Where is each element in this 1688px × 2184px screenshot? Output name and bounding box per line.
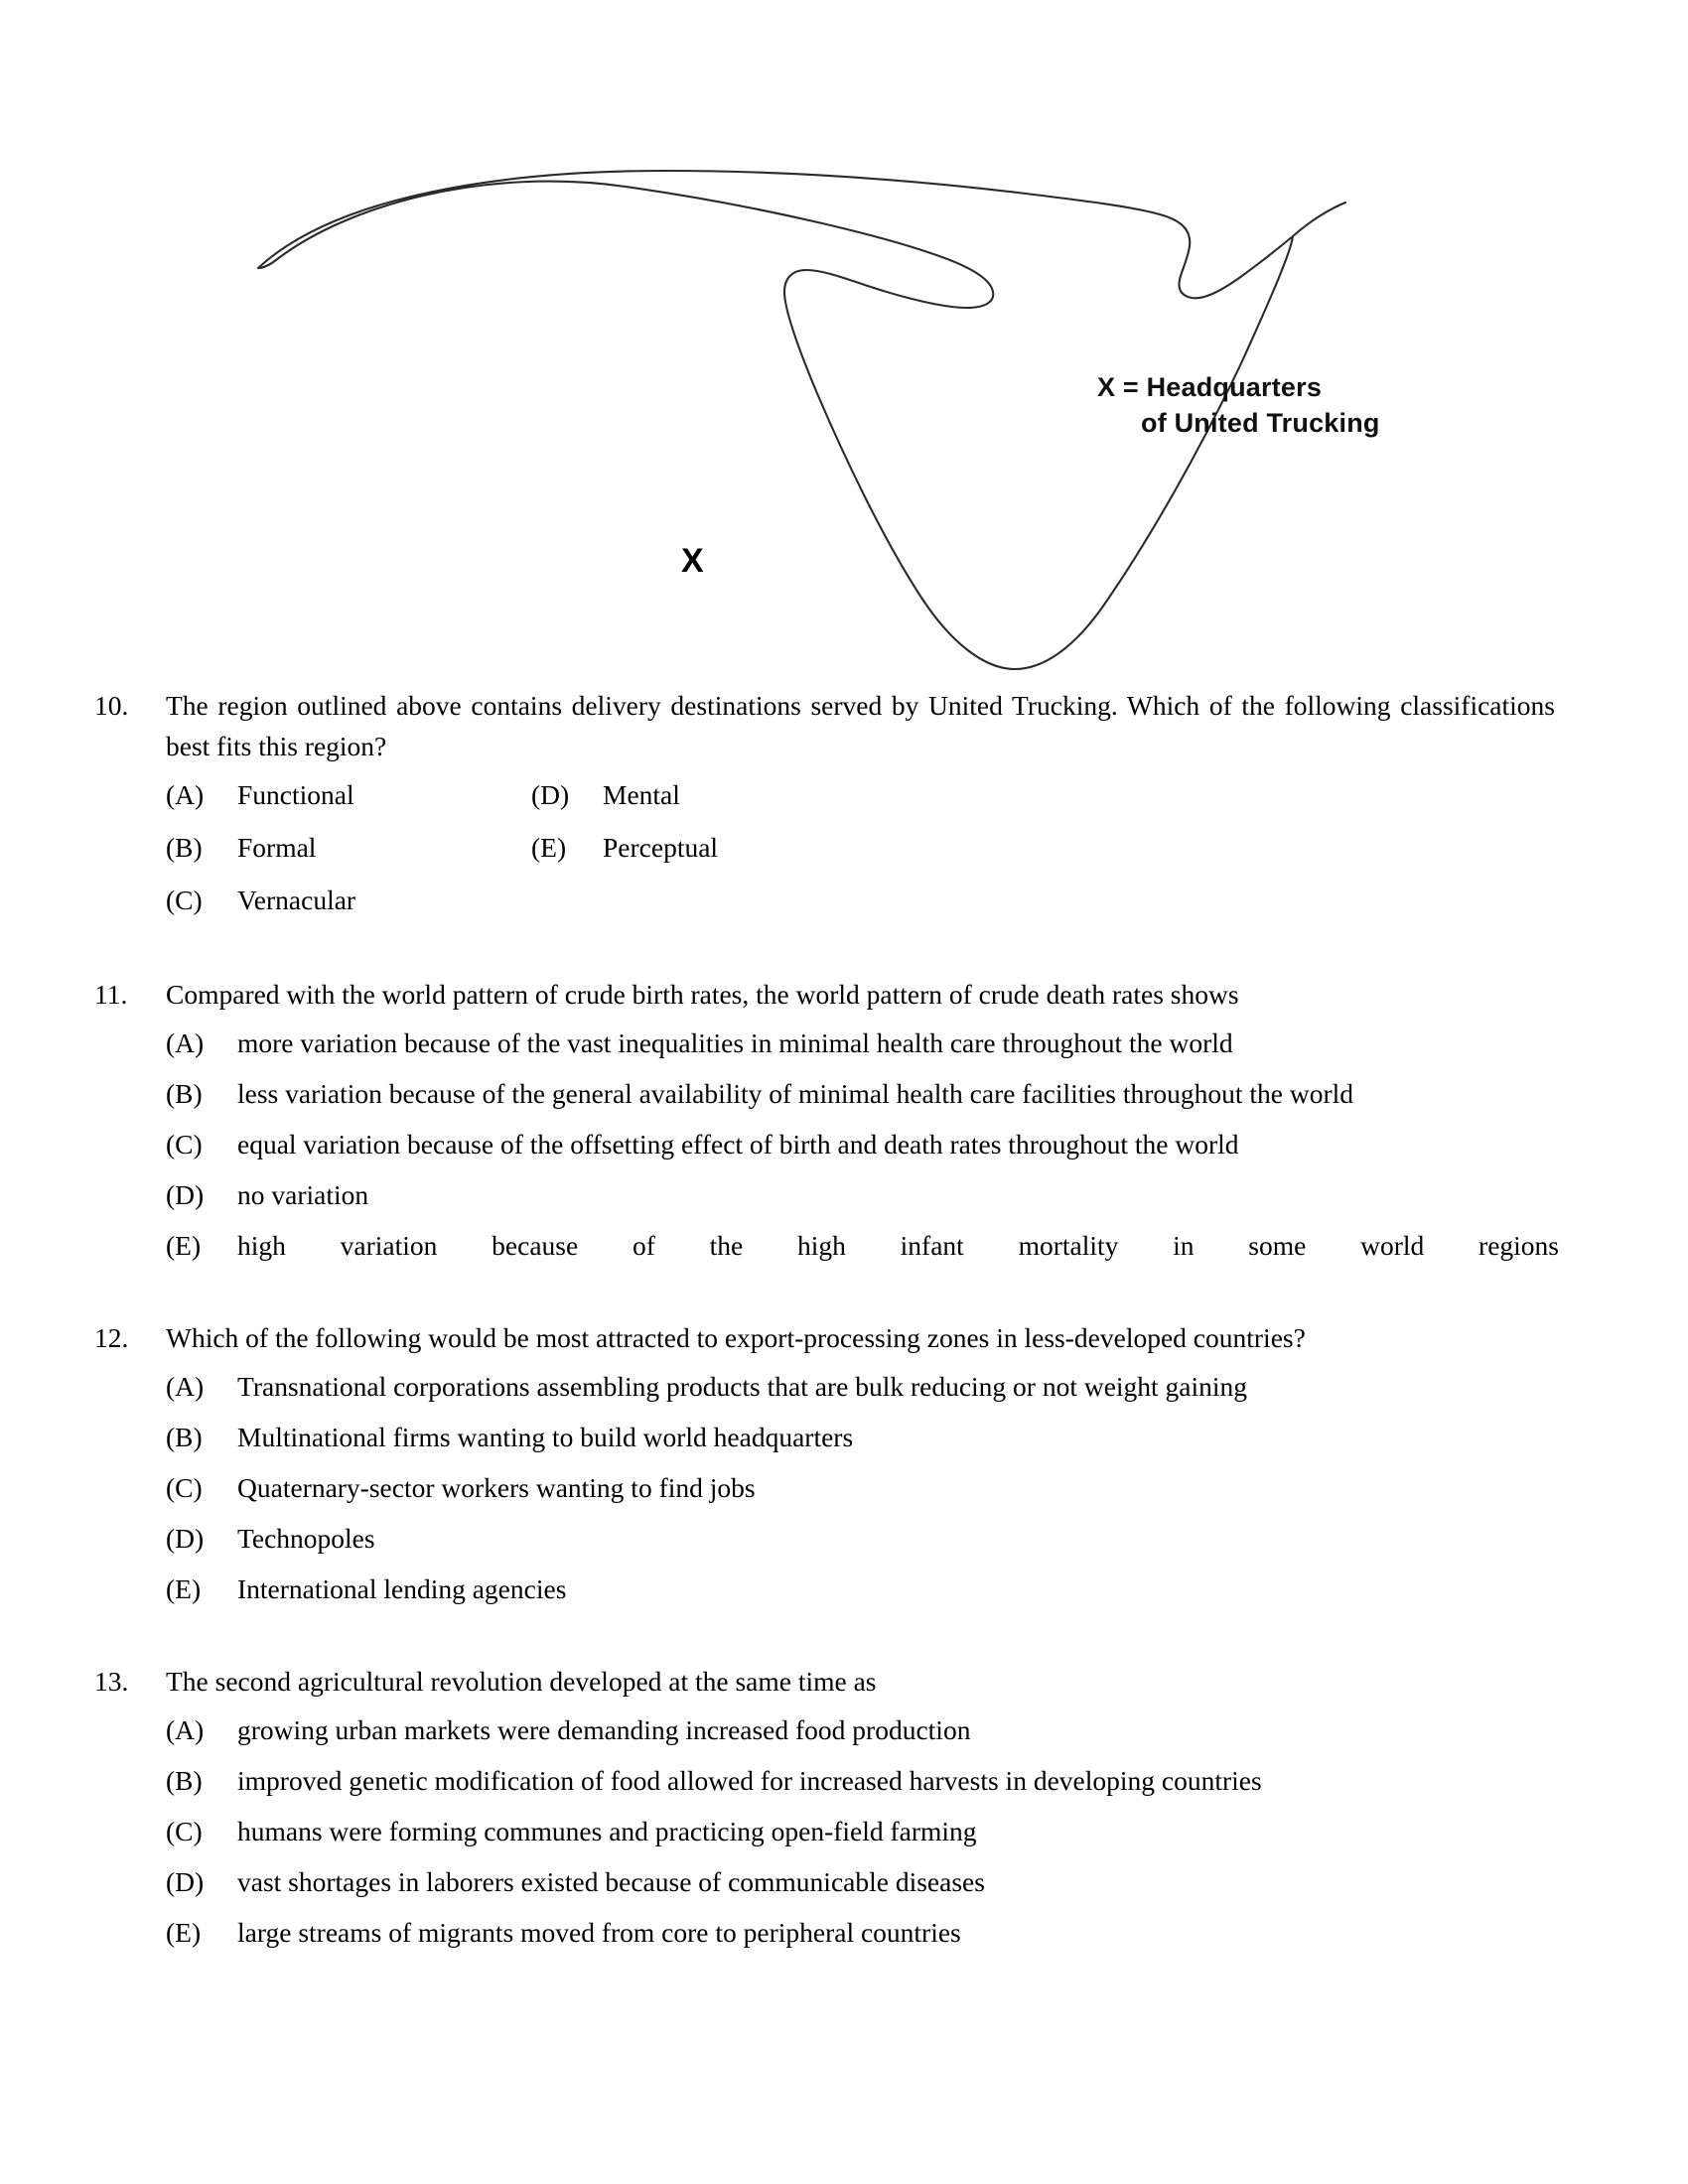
question-11 xyxy=(0,974,1688,1266)
question-13-option-b[interactable] xyxy=(166,1760,1688,1801)
legend-line-1: X = Headquarters xyxy=(1097,372,1323,402)
option-text: growing urban markets were demanding increased food production xyxy=(237,1714,971,1745)
option-text: Transnational corporations assembling products that are bulk reducing or not weight gaining xyxy=(237,1371,1248,1402)
question-13-option-e[interactable] xyxy=(166,1912,1688,1953)
option-letter: (C) xyxy=(166,885,203,915)
option-letter: (E) xyxy=(166,1230,202,1261)
option-text: Mental xyxy=(603,779,680,810)
option-text: equal variation because of the offsetting effect of birth and death rates throughout the world xyxy=(237,1129,1239,1160)
question-10-option-d[interactable] xyxy=(531,774,1028,815)
question-10-option-b[interactable] xyxy=(166,827,531,868)
option-letter: (A) xyxy=(166,1027,205,1058)
question-12-options xyxy=(0,1366,1688,1609)
question-12-option-b[interactable] xyxy=(166,1417,1688,1457)
region-figure xyxy=(0,149,1688,675)
question-10-option-e[interactable] xyxy=(531,827,1028,868)
option-letter: (E) xyxy=(166,1917,202,1948)
question-11-option-b[interactable] xyxy=(166,1073,1688,1114)
question-12-option-a[interactable] xyxy=(166,1366,1688,1407)
question-12-option-c[interactable] xyxy=(166,1467,1688,1508)
option-text: more variation because of the vast inequalities in minimal health care throughout the world xyxy=(237,1027,1233,1058)
spacer xyxy=(0,1619,1688,1661)
question-11-option-a[interactable] xyxy=(166,1023,1688,1063)
question-13-number: 13. xyxy=(94,1666,129,1697)
option-text: Vernacular xyxy=(237,885,356,915)
question-12 xyxy=(0,1317,1688,1609)
option-letter: (C) xyxy=(166,1816,203,1846)
option-letter: (D) xyxy=(166,1523,205,1554)
option-letter: (D) xyxy=(531,779,570,810)
question-10-options-right-column xyxy=(531,774,1028,880)
option-text: humans were forming communes and practicing open-field farming xyxy=(237,1816,977,1846)
question-11-option-d[interactable] xyxy=(166,1174,1688,1215)
option-text: vast shortages in laborers existed because of communicable diseases xyxy=(237,1866,985,1897)
question-12-stem: Which of the following would be most attracted to export-processing zones in less-developed countries? xyxy=(166,1322,1306,1353)
question-13 xyxy=(0,1661,1688,1953)
option-letter: (E) xyxy=(166,1573,202,1604)
option-letter: (B) xyxy=(166,1078,203,1109)
option-text: no variation xyxy=(237,1179,369,1210)
option-letter: (D) xyxy=(166,1179,205,1210)
option-letter: (C) xyxy=(166,1129,203,1160)
option-letter: (E) xyxy=(531,832,567,863)
option-text: Formal xyxy=(237,832,317,863)
question-11-number: 11. xyxy=(94,979,128,1010)
question-12-number: 12. xyxy=(94,1322,129,1353)
option-letter: (A) xyxy=(166,1714,205,1745)
question-10-option-c[interactable] xyxy=(166,880,531,920)
option-text: Functional xyxy=(237,779,354,810)
question-12-option-e[interactable] xyxy=(166,1569,1688,1609)
option-text: high variation because of the high infant mortality in some world regions xyxy=(237,1230,1559,1261)
question-13-options xyxy=(0,1709,1688,1953)
spacer xyxy=(0,932,1688,974)
option-letter: (D) xyxy=(166,1866,205,1897)
headquarters-marker-x: X xyxy=(681,542,704,580)
question-13-stem: The second agricultural revolution developed at the same time as xyxy=(166,1666,877,1697)
option-text: less variation because of the general availability of minimal health care facilities throughout the world xyxy=(237,1078,1354,1109)
legend-line-2: of United Trucking xyxy=(1141,408,1380,438)
question-12-header xyxy=(0,1317,1688,1358)
question-10-header xyxy=(0,685,1688,766)
question-11-options xyxy=(0,1023,1688,1266)
question-13-header xyxy=(0,1661,1688,1702)
question-13-option-d[interactable] xyxy=(166,1861,1688,1902)
question-11-header xyxy=(0,974,1688,1015)
question-10-options xyxy=(0,774,1688,932)
option-letter: (B) xyxy=(166,832,203,863)
question-11-stem: Compared with the world pattern of crude birth rates, the world pattern of crude death rates shows xyxy=(166,979,1239,1010)
question-10-stem: The region outlined above contains delivery destinations served by United Trucking. Which of the following classifications best fits this region? xyxy=(166,690,1555,761)
option-text: improved genetic modification of food allowed for increased harvests in developing countries xyxy=(237,1765,1262,1796)
option-letter: (B) xyxy=(166,1422,203,1452)
option-letter: (A) xyxy=(166,1371,205,1402)
option-text: International lending agencies xyxy=(237,1573,567,1604)
question-list xyxy=(0,685,1688,1963)
question-10 xyxy=(0,685,1688,932)
question-13-option-c[interactable] xyxy=(166,1811,1688,1851)
figure-legend xyxy=(1097,369,1380,441)
question-12-option-d[interactable] xyxy=(166,1518,1688,1559)
option-text: Multinational firms wanting to build world headquarters xyxy=(237,1422,854,1452)
option-text: Technopoles xyxy=(237,1523,375,1554)
question-11-option-c[interactable] xyxy=(166,1124,1688,1164)
question-10-options-left-column xyxy=(166,774,531,932)
question-10-number: 10. xyxy=(94,690,129,721)
leader-line-to-legend xyxy=(1293,203,1345,236)
option-letter: (A) xyxy=(166,779,205,810)
question-11-option-e[interactable] xyxy=(166,1225,1688,1266)
option-text: Quaternary-sector workers wanting to find jobs xyxy=(237,1472,756,1503)
option-text: large streams of migrants moved from core to peripheral countries xyxy=(237,1917,961,1948)
spacer xyxy=(0,1276,1688,1317)
option-letter: (B) xyxy=(166,1765,203,1796)
question-10-option-a[interactable] xyxy=(166,774,531,815)
option-text: Perceptual xyxy=(603,832,719,863)
question-13-option-a[interactable] xyxy=(166,1709,1688,1750)
option-letter: (C) xyxy=(166,1472,203,1503)
